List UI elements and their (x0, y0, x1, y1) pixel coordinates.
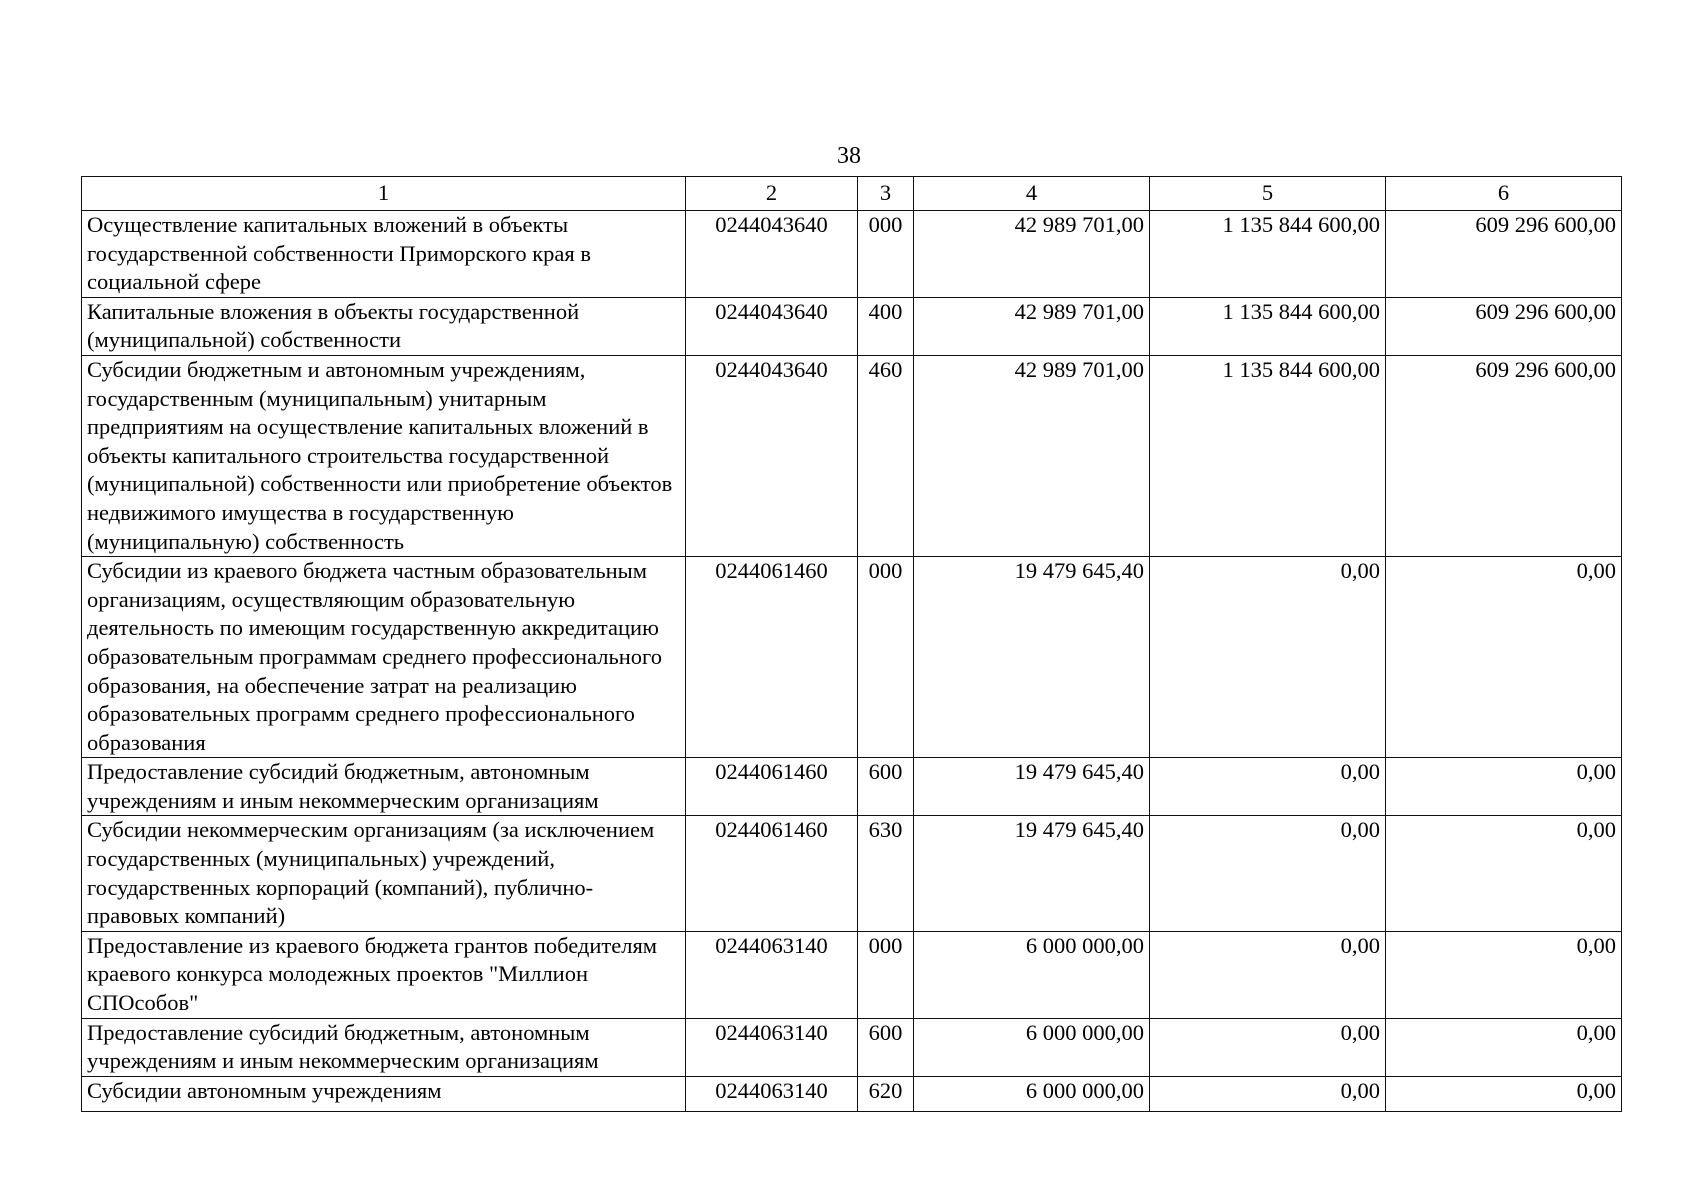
row-amount-col4: 6 000 000,00 (914, 1076, 1150, 1111)
row-name: Предоставление субсидий бюджетным, автономным учреждениям и иным некоммерческим организациям (82, 1018, 686, 1076)
row-name: Субсидии из краевого бюджета частным образовательным организациям, осуществляющим образовательную деятельность по имеющим государственную аккредитацию образовательным программам среднего профессионального образования, на обеспечение затрат на реализацию образовательных программ среднего профессионального образования (82, 557, 686, 758)
row-amount-col4: 6 000 000,00 (914, 1018, 1150, 1076)
row-amount-col5: 0,00 (1150, 557, 1386, 758)
page-number: 38 (837, 143, 861, 169)
row-name: Предоставление из краевого бюджета грантов победителям краевого конкурса молодежных проектов "Миллион СПОсобов" (82, 931, 686, 1018)
row-amount-col5: 1 135 844 600,00 (1150, 355, 1386, 556)
row-amount-col5: 0,00 (1150, 816, 1386, 931)
column-header: 6 (1386, 177, 1622, 211)
column-header: 4 (914, 177, 1150, 211)
row-name: Субсидии некоммерческим организациям (за исключением государственных (муниципальных) учреждений, государственных корпораций (компаний), публично-правовых компаний) (82, 816, 686, 931)
row-code: 0244063140 (686, 1076, 858, 1111)
row-amount-col6: 609 296 600,00 (1386, 297, 1622, 355)
column-header: 2 (686, 177, 858, 211)
table-row (82, 211, 1622, 298)
row-amount-col5: 1 135 844 600,00 (1150, 211, 1386, 298)
row-amount-col6: 609 296 600,00 (1386, 355, 1622, 556)
row-code: 0244061460 (686, 758, 858, 816)
row-amount-col5: 0,00 (1150, 931, 1386, 1018)
table-row (82, 297, 1622, 355)
row-name: Субсидии бюджетным и автономным учреждениям, государственным (муниципальным) унитарным предприятиям на осуществление капитальных вложений в объекты капитального строительства государственной (муниципальной) собственности или приобретение объектов недвижимого имущества в государственную (муниципальную) собственность (82, 355, 686, 556)
row-amount-col5: 1 135 844 600,00 (1150, 297, 1386, 355)
row-code: 0244061460 (686, 557, 858, 758)
row-code: 0244061460 (686, 816, 858, 931)
row-code: 0244043640 (686, 211, 858, 298)
row-amount-col6: 0,00 (1386, 1076, 1622, 1111)
row-amount-col4: 19 479 645,40 (914, 816, 1150, 931)
row-expense-type: 620 (858, 1076, 914, 1111)
row-expense-type: 600 (858, 1018, 914, 1076)
table-row (82, 1018, 1622, 1076)
row-amount-col4: 42 989 701,00 (914, 211, 1150, 298)
row-amount-col5: 0,00 (1150, 758, 1386, 816)
table-row (82, 557, 1622, 758)
row-expense-type: 000 (858, 931, 914, 1018)
table-row (82, 816, 1622, 931)
table-row (82, 758, 1622, 816)
column-header: 3 (858, 177, 914, 211)
row-expense-type: 600 (858, 758, 914, 816)
row-amount-col6: 0,00 (1386, 816, 1622, 931)
row-name: Субсидии автономным учреждениям (82, 1076, 686, 1111)
row-name: Осуществление капитальных вложений в объекты государственной собственности Приморского края в социальной сфере (82, 211, 686, 298)
row-code: 0244063140 (686, 931, 858, 1018)
row-amount-col4: 42 989 701,00 (914, 355, 1150, 556)
row-amount-col6: 609 296 600,00 (1386, 211, 1622, 298)
row-code: 0244043640 (686, 355, 858, 556)
row-amount-col4: 19 479 645,40 (914, 557, 1150, 758)
table-header-row (82, 177, 1622, 211)
row-amount-col5: 0,00 (1150, 1076, 1386, 1111)
column-header: 1 (82, 177, 686, 211)
table-row (82, 1076, 1622, 1111)
row-expense-type: 460 (858, 355, 914, 556)
row-amount-col6: 0,00 (1386, 758, 1622, 816)
row-expense-type: 000 (858, 211, 914, 298)
row-amount-col4: 19 479 645,40 (914, 758, 1150, 816)
row-amount-col6: 0,00 (1386, 931, 1622, 1018)
row-amount-col6: 0,00 (1386, 557, 1622, 758)
row-expense-type: 630 (858, 816, 914, 931)
column-header: 5 (1150, 177, 1386, 211)
table-row (82, 355, 1622, 556)
row-code: 0244043640 (686, 297, 858, 355)
budget-table (81, 176, 1622, 1112)
row-amount-col4: 42 989 701,00 (914, 297, 1150, 355)
row-expense-type: 000 (858, 557, 914, 758)
table-row (82, 931, 1622, 1018)
row-name: Капитальные вложения в объекты государственной (муниципальной) собственности (82, 297, 686, 355)
row-code: 0244063140 (686, 1018, 858, 1076)
row-amount-col6: 0,00 (1386, 1018, 1622, 1076)
row-amount-col5: 0,00 (1150, 1018, 1386, 1076)
row-expense-type: 400 (858, 297, 914, 355)
row-amount-col4: 6 000 000,00 (914, 931, 1150, 1018)
row-name: Предоставление субсидий бюджетным, автономным учреждениям и иным некоммерческим организациям (82, 758, 686, 816)
